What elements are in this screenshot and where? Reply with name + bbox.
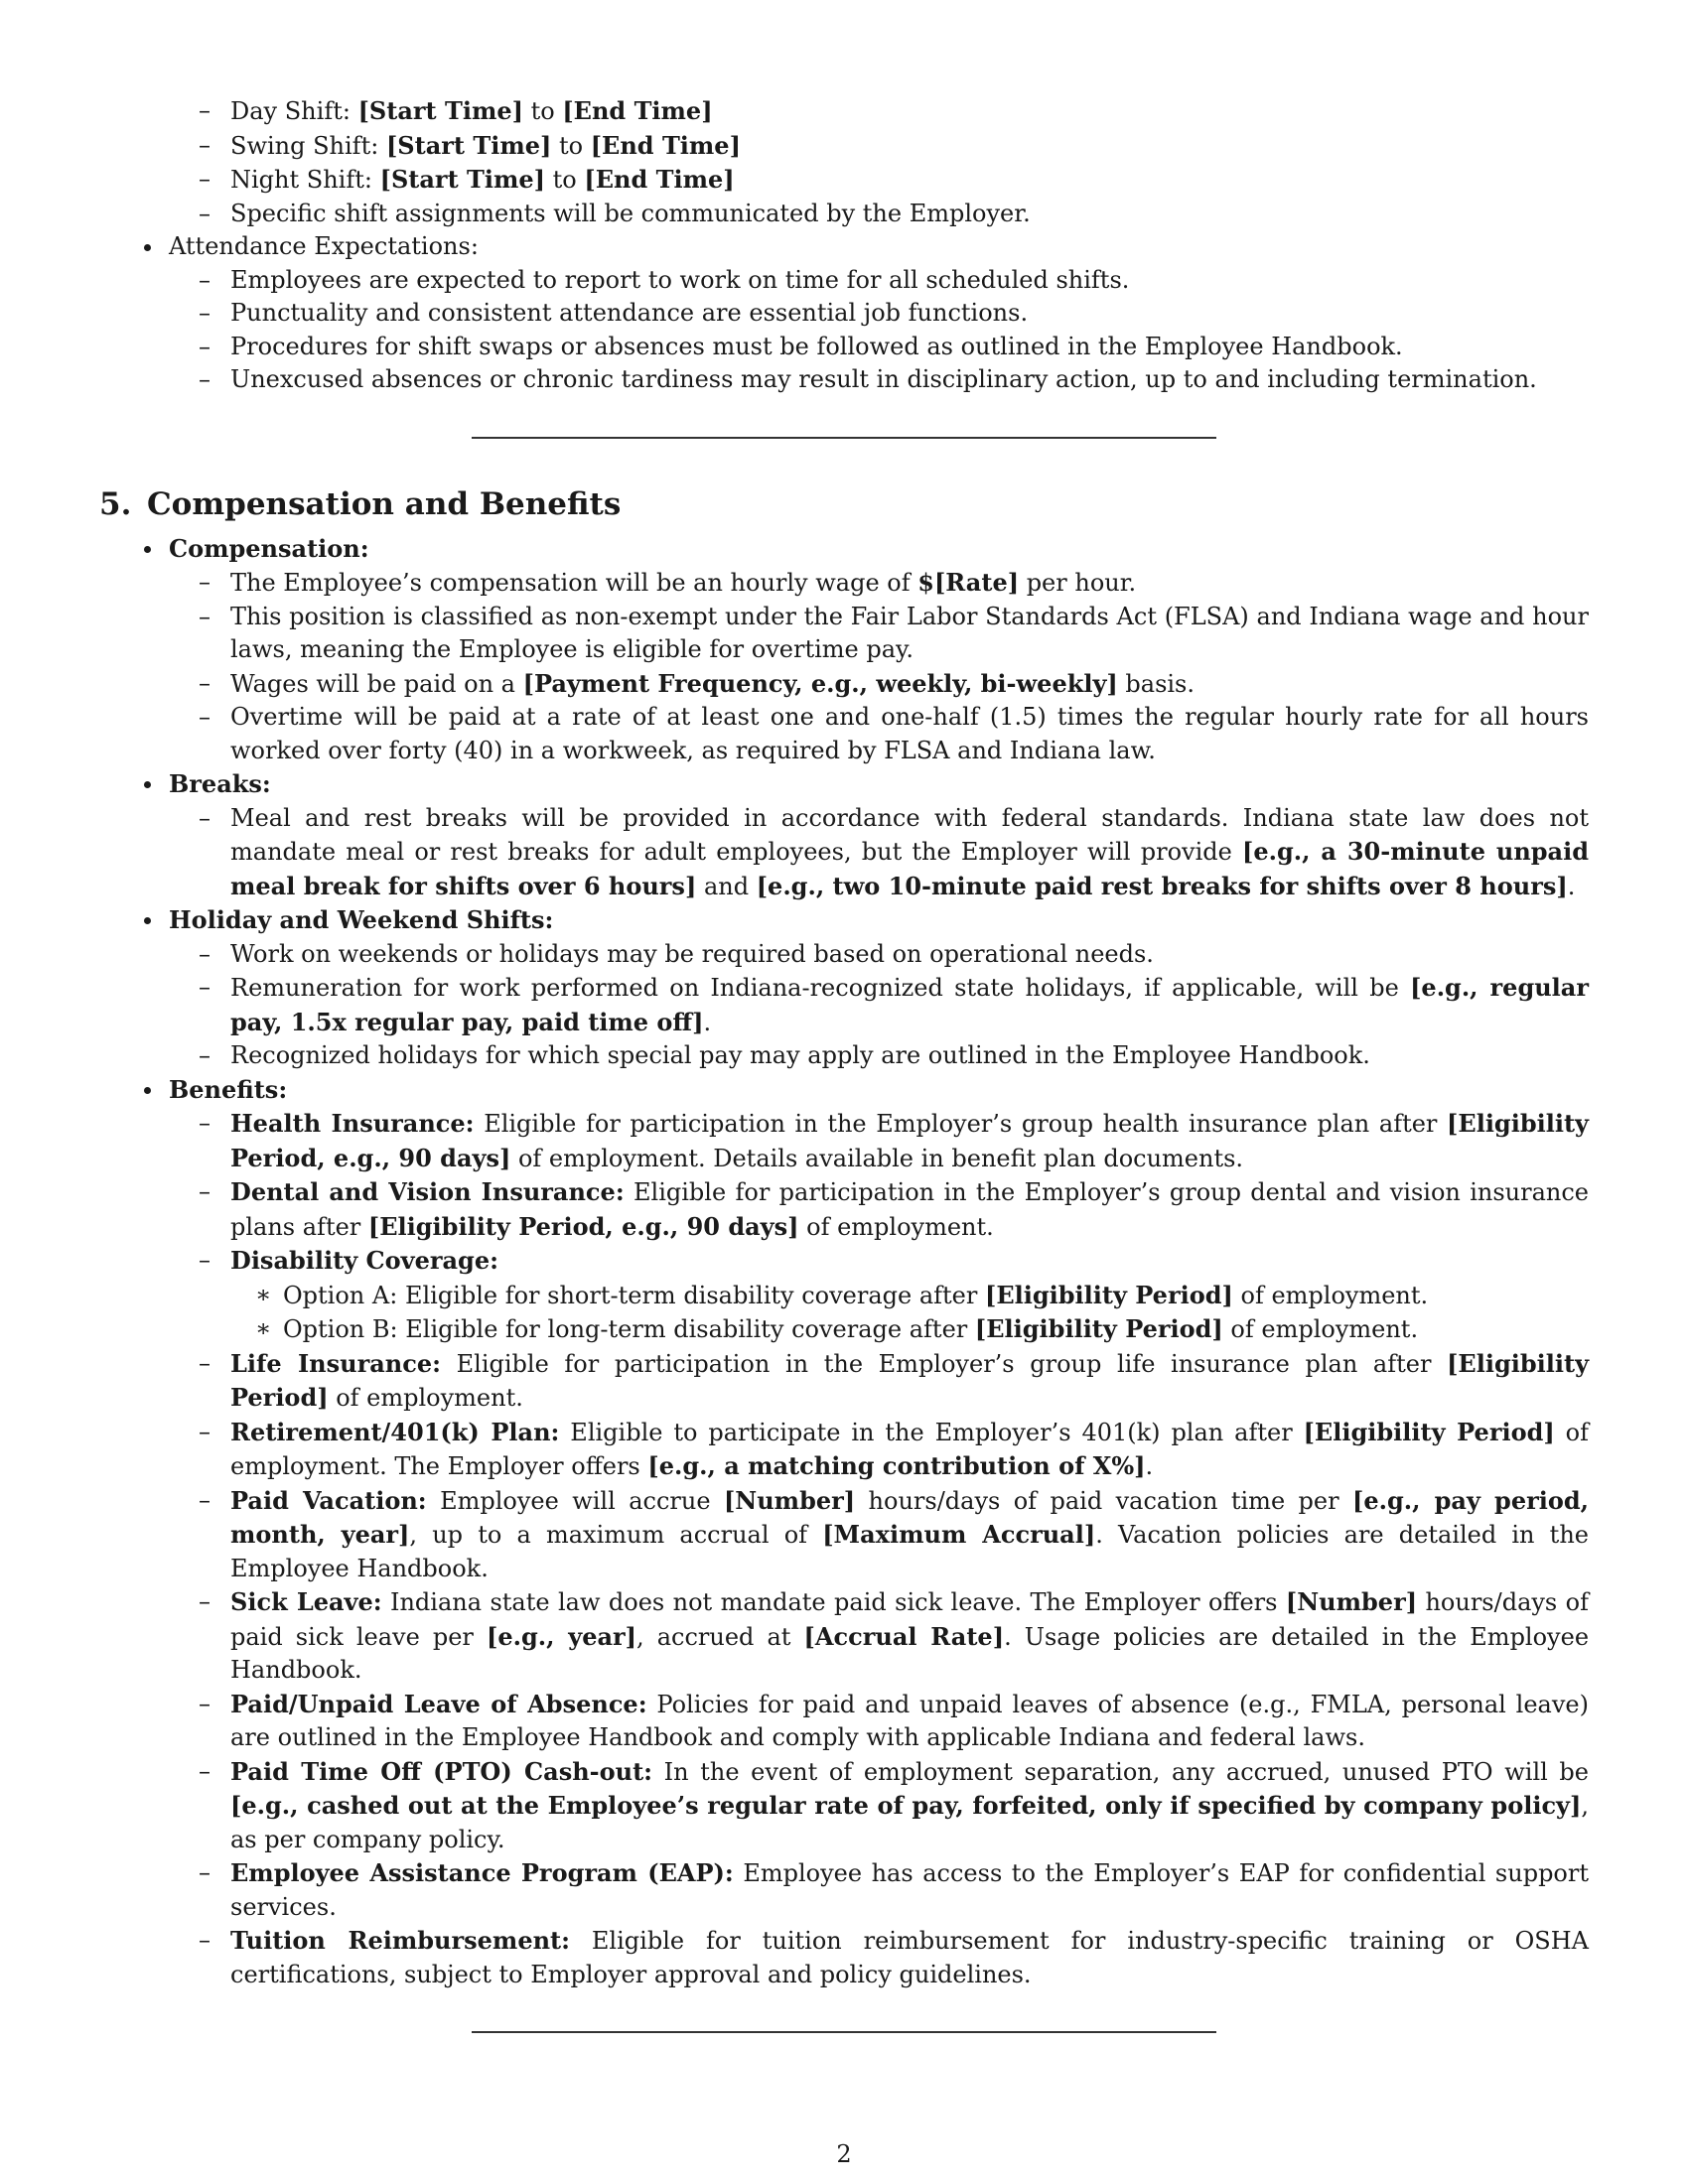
placeholder: [Eligibility Period, e.g., 90 days] bbox=[367, 1211, 799, 1241]
benefit-label: Dental and Vision Insurance: bbox=[230, 1177, 625, 1206]
end-time-placeholder: [End Time] bbox=[562, 96, 713, 125]
text: . bbox=[703, 1008, 712, 1036]
benefit-label: Disability Coverage: bbox=[230, 1246, 498, 1275]
text: Indiana state law does not mandate paid sick leave. The Employer offers bbox=[381, 1588, 1286, 1616]
dental-vision-item bbox=[230, 1175, 1589, 1244]
pto-cashout-item bbox=[230, 1755, 1589, 1857]
disability-item bbox=[230, 1244, 1589, 1347]
text: Eligible for participation in the Employer’s group health insurance plan after bbox=[474, 1110, 1448, 1138]
benefit-label: Employee Assistance Program (EAP): bbox=[230, 1858, 734, 1887]
day-shift-label: Day Shift: bbox=[230, 97, 358, 125]
benefits-heading: Benefits: bbox=[169, 1074, 288, 1104]
text: Meal and rest breaks will be provided in accordance with federal standards. Indiana state law does not mandate meal or rest breaks for adult employees, but the Employer will provide bbox=[230, 803, 1589, 866]
disability-options bbox=[230, 1279, 1589, 1347]
overtime-item: – Overtime will be paid at a rate of at least one and one-half (1.5) times the regular hourly rate for all hours worked over forty (40) in a workweek, as required by FLSA and Indiana law. bbox=[230, 701, 1589, 767]
sick-leave-item bbox=[230, 1585, 1589, 1688]
placeholder: [Eligibility Period] bbox=[974, 1314, 1223, 1343]
swing-shift-item bbox=[230, 129, 1589, 164]
text: Remuneration for work performed on Indiana-recognized state holidays, if applicable, will be bbox=[230, 974, 1411, 1002]
health-insurance-item bbox=[230, 1107, 1589, 1175]
placeholder: [Eligibility Period, e.g., 90 days] bbox=[230, 1109, 1589, 1172]
placeholder: [e.g., cashed out at the Employee’s regular rate of pay, forfeited, only if specified by company policy] bbox=[230, 1791, 1582, 1820]
classification-item: – This position is classified as non-exempt under the Fair Labor Standards Act (FLSA) and Indiana wage and hour laws, meaning the Employee is eligible for overtime pay. bbox=[230, 601, 1589, 667]
tuition-item bbox=[230, 1924, 1589, 1991]
placeholder: [Number] bbox=[1285, 1587, 1418, 1616]
text: Eligible for participation in the Employer’s group life insurance plan after bbox=[440, 1349, 1448, 1378]
text: hours/days of paid vacation time per bbox=[855, 1486, 1353, 1515]
disability-option-b bbox=[283, 1312, 1589, 1347]
attendance-rule: – Procedures for shift swaps or absences must be followed as outlined in the Employee Handbook. bbox=[230, 331, 1589, 364]
text: , as per company policy. bbox=[230, 1792, 1589, 1853]
holiday-item bbox=[169, 903, 1589, 1073]
text: of employment. Details available in benefit plan documents. bbox=[510, 1144, 1244, 1172]
placeholder: [Eligibility Period] bbox=[984, 1280, 1233, 1309]
page-content bbox=[99, 94, 1589, 2033]
hourly-rate-item bbox=[230, 566, 1589, 601]
compensation-list bbox=[169, 566, 1589, 767]
attendance-heading: Attendance Expectations: bbox=[169, 232, 479, 260]
attendance-rule: – Unexcused absences or chronic tardiness may result in disciplinary action, up to and including termination. bbox=[230, 363, 1589, 397]
start-time-placeholder: [Start Time] bbox=[357, 96, 523, 125]
text: Option B: Eligible for long-term disability coverage after bbox=[283, 1315, 975, 1343]
text: basis. bbox=[1117, 669, 1196, 698]
placeholder: [Number] bbox=[723, 1485, 856, 1515]
life-insurance-item bbox=[230, 1347, 1589, 1416]
placeholder: [Eligibility Period] bbox=[1303, 1417, 1555, 1446]
benefit-label: Sick Leave: bbox=[230, 1587, 382, 1616]
swing-shift-label: Swing Shift: bbox=[230, 131, 386, 160]
night-shift-label: Night Shift: bbox=[230, 166, 380, 194]
placeholder: [e.g., year] bbox=[486, 1621, 637, 1651]
attendance-rule: – Employees are expected to report to work on time for all scheduled shifts. bbox=[230, 264, 1589, 298]
breaks-list bbox=[169, 802, 1589, 904]
text: . Usage policies are detailed in the Employee Handbook. bbox=[230, 1622, 1590, 1684]
section-title: Compensation and Benefits bbox=[147, 485, 622, 522]
placeholder: [e.g., pay period, month, year] bbox=[230, 1485, 1590, 1549]
meal-break-placeholder: [e.g., a 30-minute unpaid meal break for shifts over 6 hours] bbox=[230, 837, 1590, 900]
compensation-heading: Compensation: bbox=[169, 533, 369, 563]
retirement-item bbox=[230, 1416, 1589, 1484]
placeholder: [Eligibility Period] bbox=[230, 1348, 1590, 1412]
text: of employment. bbox=[1232, 1281, 1429, 1309]
night-shift-item bbox=[230, 163, 1589, 198]
text: In the event of employment separation, any accrued, unused PTO will be bbox=[652, 1757, 1589, 1786]
text: . Vacation policies are detailed in the Employee Handbook. bbox=[230, 1521, 1589, 1582]
to-text: to bbox=[522, 97, 563, 125]
disability-option-a bbox=[283, 1279, 1589, 1313]
paid-vacation-item bbox=[230, 1484, 1589, 1586]
rate-placeholder: $[Rate] bbox=[917, 568, 1020, 597]
section-number: 5. bbox=[99, 485, 132, 522]
text: Wages will be paid on a bbox=[230, 669, 523, 698]
holiday-list bbox=[169, 938, 1589, 1073]
text: . bbox=[1567, 872, 1576, 900]
attendance-list bbox=[169, 264, 1589, 397]
text: of employment. The Employer offers bbox=[230, 1418, 1589, 1480]
placeholder: [Accrual Rate] bbox=[803, 1621, 1005, 1651]
start-time-placeholder: [Start Time] bbox=[379, 165, 545, 194]
benefit-label: Paid/Unpaid Leave of Absence: bbox=[230, 1689, 647, 1718]
benefit-label: Health Insurance: bbox=[230, 1109, 475, 1138]
text: of employment. bbox=[328, 1384, 523, 1412]
benefit-label: Retirement/401(k) Plan: bbox=[230, 1417, 560, 1446]
text: Eligible for tuition reimbursement for industry-specific training or OSHA certifications, subject to Employer approval and policy guidelines. bbox=[230, 1927, 1589, 1988]
text: The Employee’s compensation will be an hourly wage of bbox=[230, 569, 918, 597]
end-time-placeholder: [End Time] bbox=[590, 130, 741, 160]
section-heading bbox=[99, 484, 1589, 524]
shift-assignment-note: – Specific shift assignments will be communicated by the Employer. bbox=[230, 198, 1589, 231]
breaks-heading: Breaks: bbox=[169, 769, 271, 798]
leave-of-absence-item bbox=[230, 1688, 1589, 1755]
text: Eligible for participation in the Employer’s group dental and vision insurance plans after bbox=[230, 1178, 1590, 1241]
holiday-pay-rule bbox=[230, 971, 1589, 1039]
text: , accrued at bbox=[636, 1622, 804, 1651]
breaks-policy bbox=[230, 802, 1589, 904]
to-text: to bbox=[551, 131, 591, 160]
frequency-placeholder: [Payment Frequency, e.g., weekly, bi-weekly] bbox=[522, 668, 1118, 698]
text: and bbox=[696, 872, 757, 900]
compensation-benefits-list bbox=[99, 532, 1589, 1992]
schedule-list bbox=[99, 94, 1589, 397]
text: . bbox=[1145, 1452, 1154, 1480]
eap-item bbox=[230, 1856, 1589, 1924]
text: of employment. bbox=[1222, 1315, 1419, 1343]
shift-list bbox=[169, 94, 1589, 230]
text: Option A: Eligible for short-term disability coverage after bbox=[283, 1281, 985, 1309]
text: Employee has access to the Employer’s EAP for confidential support services. bbox=[230, 1859, 1589, 1921]
attendance-rule: – Punctuality and consistent attendance are essential job functions. bbox=[230, 297, 1589, 331]
holiday-heading: Holiday and Weekend Shifts: bbox=[169, 905, 554, 934]
text: Eligible to participate in the Employer’s 401(k) plan after bbox=[559, 1418, 1304, 1446]
benefit-label: Paid Time Off (PTO) Cash-out: bbox=[230, 1756, 653, 1786]
shift-continuation bbox=[169, 94, 1589, 230]
benefit-label: Paid Vacation: bbox=[230, 1485, 427, 1515]
rest-break-placeholder: [e.g., two 10-minute paid rest breaks for shifts over 8 hours] bbox=[756, 871, 1568, 900]
holiday-pay-placeholder: [e.g., regular pay, 1.5x regular pay, paid time off] bbox=[230, 973, 1589, 1036]
day-shift-item bbox=[230, 94, 1589, 129]
section-divider bbox=[472, 2031, 1216, 2033]
placeholder: [Maximum Accrual] bbox=[822, 1520, 1096, 1549]
end-time-placeholder: [End Time] bbox=[584, 165, 735, 194]
text: Policies for paid and unpaid leaves of absence (e.g., FMLA, personal leave) are outlined in the Employee Handbook and comply with applicable Indiana and federal laws. bbox=[230, 1690, 1589, 1751]
payment-frequency-item bbox=[230, 667, 1589, 702]
breaks-item bbox=[169, 767, 1589, 903]
text: Employee will accrue bbox=[426, 1486, 724, 1515]
text: of employment. bbox=[798, 1212, 994, 1241]
holiday-rule: – Recognized holidays for which special pay may apply are outlined in the Employee Handbook. bbox=[230, 1039, 1589, 1073]
holiday-rule: – Work on weekends or holidays may be required based on operational needs. bbox=[230, 938, 1589, 972]
attendance-item bbox=[169, 230, 1589, 397]
compensation-item bbox=[169, 532, 1589, 768]
start-time-placeholder: [Start Time] bbox=[385, 130, 552, 160]
to-text: to bbox=[545, 166, 585, 194]
section-divider bbox=[472, 437, 1216, 439]
page-number: 2 bbox=[836, 2140, 852, 2168]
benefits-list bbox=[169, 1107, 1589, 1991]
text: per hour. bbox=[1019, 569, 1137, 597]
text: , up to a maximum accrual of bbox=[409, 1521, 823, 1549]
benefits-item bbox=[169, 1073, 1589, 1992]
text: hours/days of paid sick leave per bbox=[230, 1588, 1589, 1651]
benefit-label: Tuition Reimbursement: bbox=[230, 1926, 570, 1955]
benefit-label: Life Insurance: bbox=[230, 1348, 441, 1378]
placeholder: [e.g., a matching contribution of X%] bbox=[647, 1451, 1146, 1480]
